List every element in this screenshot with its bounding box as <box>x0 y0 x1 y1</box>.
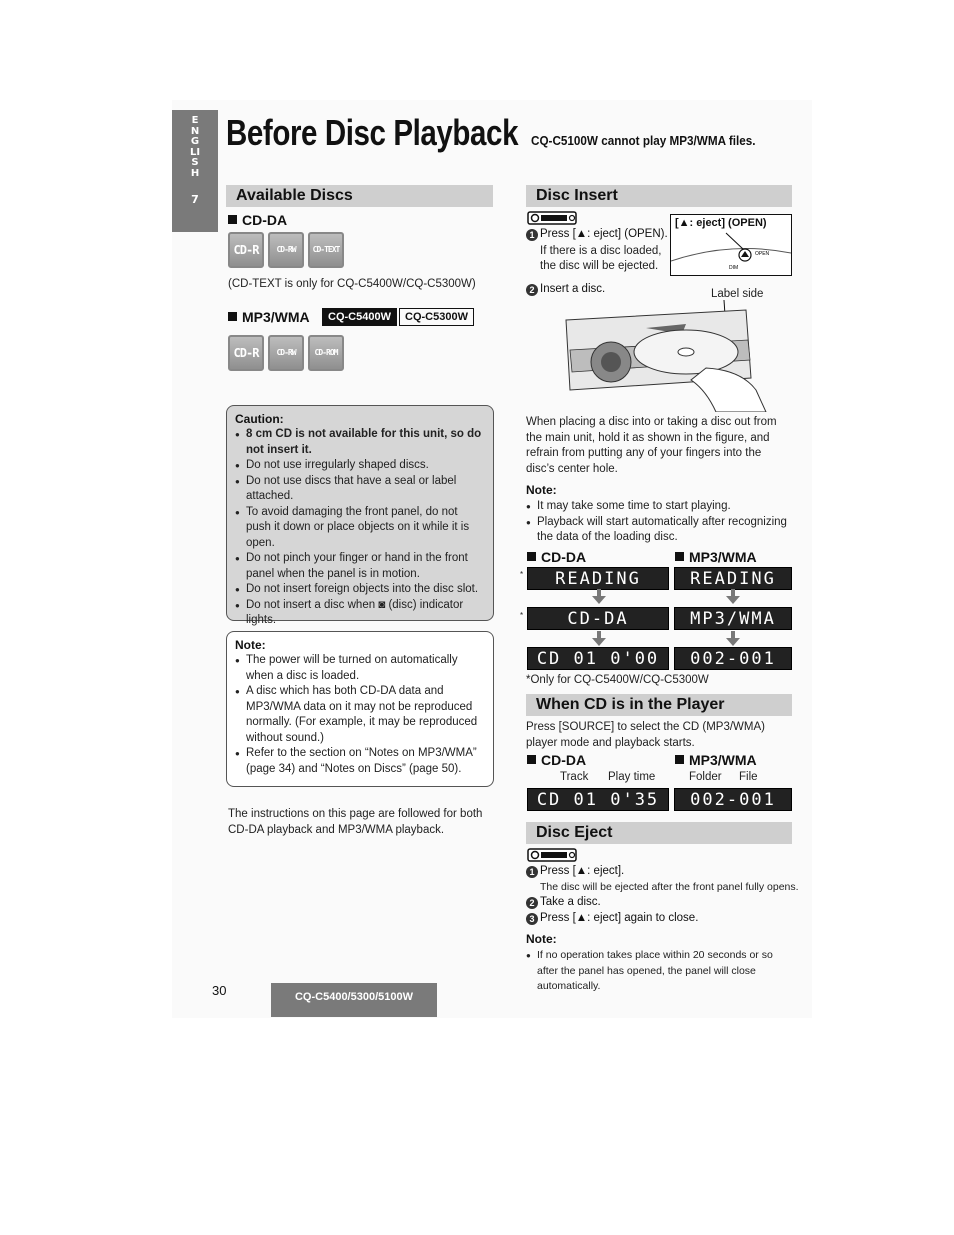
svg-text:DIM: DIM <box>729 265 739 271</box>
list-item: ● Playback will start automatically after recognizing the data of the loading disc. <box>526 515 792 546</box>
open-panel-icon <box>527 848 577 862</box>
eject-button-illustration <box>670 214 792 276</box>
note-list <box>235 653 485 777</box>
step-number-1-icon: 1 <box>526 229 538 241</box>
disc-handling-text: When placing a disc into or taking a disc out from the main unit, hold it as shown in the figure, and refrain from putting any of your fingers into the disc’s center hole. <box>526 416 777 475</box>
footnote-marker: * <box>520 611 524 620</box>
mp3-subheading: MP3/WMA <box>675 752 757 768</box>
mp3-display-heading: MP3/WMA <box>675 549 757 565</box>
model-tag-c5400: CQ-C5400W <box>322 308 397 326</box>
insert-note-list <box>526 499 792 546</box>
section-number: 7 <box>191 193 199 206</box>
cd-text-logo: CD-TEXT <box>308 232 344 268</box>
lcd-play-mp3: 002-001 <box>674 647 792 670</box>
cd-text-note: (CD-TEXT is only for CQ-C5400W/CQ-C5300W) <box>228 278 476 290</box>
mp3-subheading: MP3/WMA <box>228 309 310 325</box>
list-item: ● If no operation takes place within 20 seconds or so after the panel has opened, the panel will close automatically. <box>526 948 792 995</box>
cdda-subheading: CD-DA <box>228 212 287 228</box>
down-arrow-icon <box>726 638 740 646</box>
step-number-2-icon: 2 <box>526 284 538 296</box>
folder-label: Folder <box>689 771 722 783</box>
instructions-text: The instructions on this page are followed for both CD-DA playback and MP3/WMA playback. <box>228 808 483 836</box>
eject-note-list <box>526 948 792 995</box>
insert-note-heading: Note: <box>526 483 557 497</box>
file-label: File <box>739 771 758 783</box>
down-arrow-icon <box>726 596 740 604</box>
list-item: ● Refer to the section on “Notes on MP3/WMA” (page 34) and “Notes on Discs” (page 50). <box>235 746 485 777</box>
lcd-type-cdda: CD-DA <box>527 607 669 630</box>
caution-list <box>235 427 485 629</box>
insert-step-1-sub: If there is a disc loaded, <box>540 245 662 257</box>
list-item: ● Do not insert foreign objects into the disc slot. <box>235 582 485 598</box>
list-item: ● Do not insert a disc when ◙ (disc) indicator lights. <box>235 598 485 629</box>
cd-rw-logo: CD-RW <box>268 232 304 268</box>
lcd-play-cdda: CD 01 0'00 <box>527 647 669 670</box>
when-cd-heading: When CD is in the Player <box>526 694 792 716</box>
footnote-text: *Only for CQ-C5400W/CQ-C5300W <box>526 674 709 686</box>
title-note: CQ-C5100W cannot play MP3/WMA files. <box>531 133 756 148</box>
caution-heading: Caution: <box>235 412 284 426</box>
open-panel-icon <box>527 211 577 225</box>
footnote-marker: * <box>520 570 524 579</box>
disc-insert-heading: Disc Insert <box>526 185 792 207</box>
cd-r-logo: CD-R <box>228 232 264 268</box>
lcd-mp3-playing: 002-001 <box>674 788 792 811</box>
caution-box <box>226 405 494 626</box>
eject-step-1: 1 Press [▲: eject]. <box>526 864 624 879</box>
cdda-subheading: CD-DA <box>527 752 586 768</box>
step-number-2-icon: 2 <box>526 897 538 909</box>
cd-rom-logo: CD-ROM <box>308 335 344 371</box>
eject-step-2: 2 Take a disc. <box>526 895 601 910</box>
list-item: ● Do not use irregularly shaped discs. <box>235 458 485 474</box>
lcd-reading-mp3: READING <box>674 567 792 590</box>
page-title: Before Disc Playback <box>226 112 519 153</box>
note-heading: Note: <box>235 638 266 652</box>
play-time-label: Play time <box>608 771 656 783</box>
insert-step-1-sub: the disc will be ejected. <box>540 260 659 272</box>
lcd-reading-cdda: READING <box>527 567 669 590</box>
down-arrow-icon <box>592 638 606 646</box>
footer-model-label: CQ-C5400/5300/5100W <box>271 983 437 1017</box>
language-tab-text: ENGLISH <box>189 115 201 179</box>
insert-step-1: 1 Press [▲: eject] (OPEN). <box>526 227 668 242</box>
list-item: ● A disc which has both CD-DA data and MP3/WMA data on it may not be reproduced normally. (For example, it may be reproduced without sound.) <box>235 684 485 746</box>
disc-eject-heading: Disc Eject <box>526 822 792 844</box>
label-side-text: Label side <box>711 288 764 300</box>
list-item: ● To avoid damaging the front panel, do not push it down or place objects on it while it is open. <box>235 505 485 552</box>
list-item: ● Do not use discs that have a seal or label attached. <box>235 474 485 505</box>
eject-step-3: 3 Press [▲: eject] again to close. <box>526 911 698 926</box>
list-item: ● Do not pinch your finger or hand in the front panel when the panel is in motion. <box>235 551 485 582</box>
lcd-cdda-playing: CD 01 0'35 <box>527 788 669 811</box>
page-number: 30 <box>212 983 227 998</box>
when-cd-text: Press [SOURCE] to select the CD (MP3/WMA) player mode and playback starts. <box>526 721 765 749</box>
eject-note-heading: Note: <box>526 932 557 946</box>
available-discs-heading: Available Discs <box>226 185 493 207</box>
list-item: ● It may take some time to start playing. <box>526 499 792 515</box>
note-box <box>226 631 494 787</box>
cdda-display-heading: CD-DA <box>527 549 586 565</box>
eject-step-1-sub: The disc will be ejected after the front panel fully opens. <box>540 881 799 893</box>
track-label: Track <box>560 771 589 783</box>
down-arrow-icon <box>592 596 606 604</box>
cd-r-logo: CD-R <box>228 335 264 371</box>
model-tag-c5300: CQ-C5300W <box>399 308 474 326</box>
svg-text:OPEN: OPEN <box>755 251 770 257</box>
eject-callout-label: [▲: eject] (OPEN) <box>675 217 767 229</box>
step-number-3-icon: 3 <box>526 913 538 925</box>
list-item: ● The power will be turned on automatically when a disc is loaded. <box>235 653 485 684</box>
insert-step-2: 2 Insert a disc. <box>526 282 605 297</box>
eject-button-icon <box>671 231 791 275</box>
language-tab <box>172 110 218 232</box>
list-item: ● 8 cm CD is not available for this unit, so do not insert it. <box>235 427 485 458</box>
lcd-type-mp3: MP3/WMA <box>674 607 792 630</box>
disc-insertion-illustration <box>556 300 792 412</box>
step-number-1-icon: 1 <box>526 866 538 878</box>
cd-rw-logo: CD-RW <box>268 335 304 371</box>
